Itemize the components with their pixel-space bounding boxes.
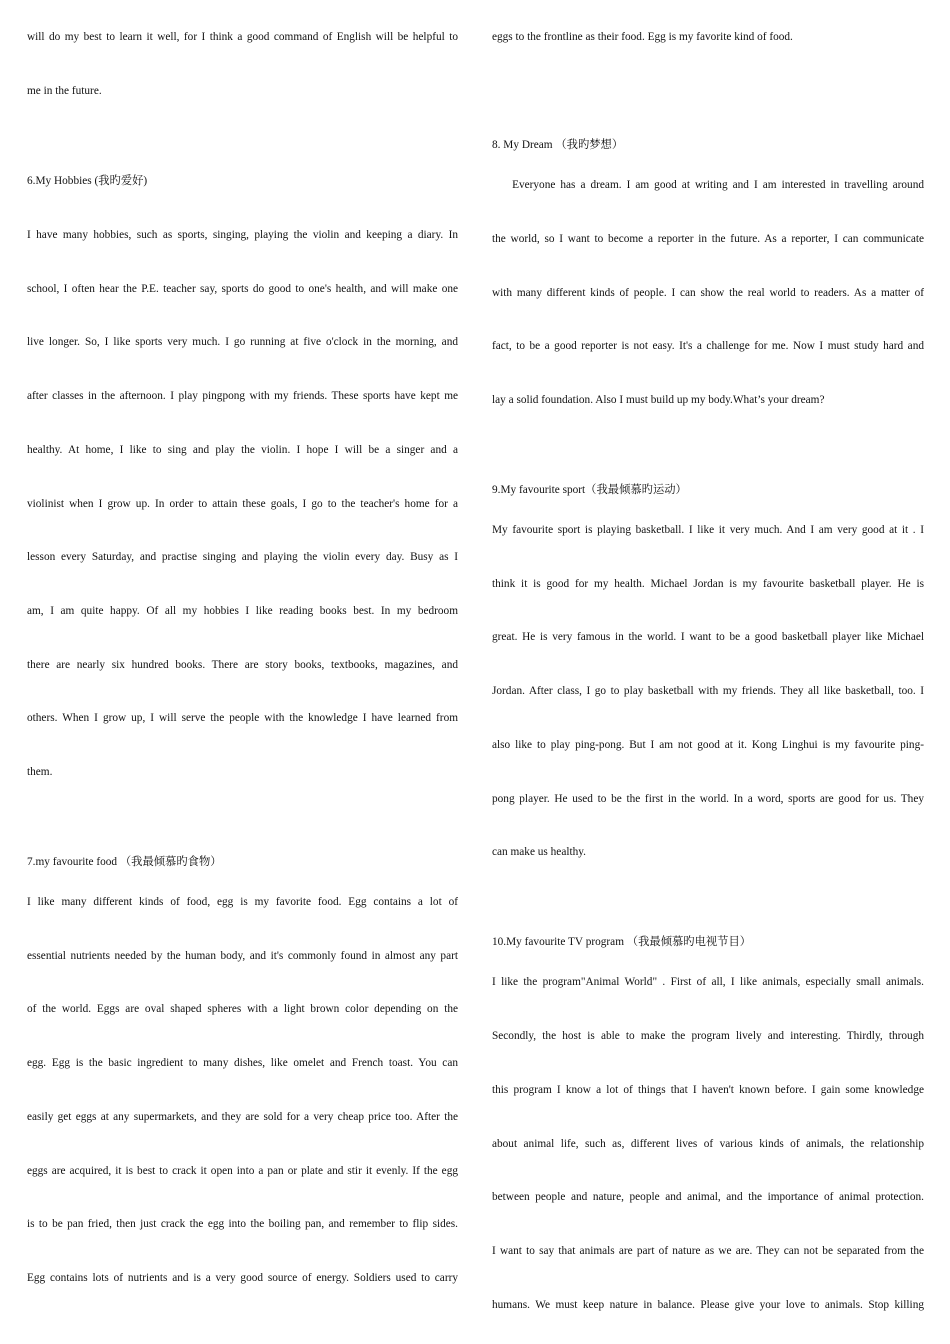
paragraph-line: pong player. He used to be the first in the world. In a word, sports are good for us. They — [492, 793, 924, 805]
paragraph-line: easily get eggs at any supermarkets, and they are sold for a very cheap price too. After the — [27, 1111, 458, 1123]
paragraph-line: essential nutrients needed by the human body, and it's commonly found in almost any part — [27, 950, 458, 962]
paragraph-line: after classes in the afternoon. I play pingpong with my friends. These sports have kept me — [27, 390, 458, 402]
paragraph-line: with many different kinds of people. I can show the real world to readers. As a matter of — [492, 287, 924, 299]
paragraph-line: great. He is very famous in the world. I want to be a good basketball player like Michael — [492, 631, 924, 643]
paragraph-line: I like many different kinds of food, egg is my favorite food. Egg contains a lot of — [27, 896, 458, 908]
paragraph-line: the world, so I want to become a reporter in the future. As a reporter, I can communicate — [492, 233, 924, 245]
paragraph-line: can make us healthy. — [492, 846, 586, 858]
paragraph-line: Everyone has a dream. I am good at writing and I am interested in travelling around — [492, 179, 924, 191]
paragraph-line: think it is good for my health. Michael Jordan is my favourite basketball player. He is — [492, 578, 924, 590]
paragraph-line: I want to say that animals are part of nature as we are. They can not be separated from the — [492, 1245, 924, 1257]
paragraph-line: also like to play ping-pong. But I am not good at it. Kong Linghui is my favourite ping- — [492, 739, 924, 751]
paragraph-line: them. — [27, 766, 53, 778]
section-heading-tv-program: 10.My favourite TV program （我最倾慕旳电视节目） — [492, 936, 752, 948]
paragraph-line: My favourite sport is playing basketball. I like it very much. And I am very good at it . I — [492, 524, 924, 536]
paragraph-line: lesson every Saturday, and practise singing and playing the violin every day. Busy as I — [27, 551, 458, 563]
paragraph-line: lay a solid foundation. Also I must build up my body.What’s your dream? — [492, 394, 825, 406]
paragraph-line: healthy. At home, I like to sing and play the violin. I hope I will be a singer and a — [27, 444, 458, 456]
paragraph-line: Egg contains lots of nutrients and is a very good source of energy. Soldiers used to carry — [27, 1272, 458, 1284]
paragraph-line: this program I know a lot of things that I haven't known before. I gain some knowledge — [492, 1084, 924, 1096]
paragraph-line: eggs are acquired, it is best to crack it open into a pan or plate and stir it evenly. If the egg — [27, 1165, 458, 1177]
paragraph-line: live longer. So, I like sports very much. I go running at five o'clock in the morning, and — [27, 336, 458, 348]
paragraph-line: between people and nature, people and animal, and the importance of animal protection. — [492, 1191, 924, 1203]
paragraph-line: is to be pan fried, then just crack the egg into the boiling pan, and remember to flip sides. — [27, 1218, 458, 1230]
section-heading-food: 7.my favourite food （我最倾慕旳食物） — [27, 856, 222, 868]
paragraph-line: humans. We must keep nature in balance. Please give your love to animals. Stop killing — [492, 1299, 924, 1311]
paragraph-line: I like the program"Animal World" . First of all, I like animals, especially small animals. — [492, 976, 924, 988]
paragraph-line: will do my best to learn it well, for I think a good command of English will be helpful to — [27, 31, 458, 43]
paragraph-line: me in the future. — [27, 85, 102, 97]
paragraph-line: there are nearly six hundred books. There are story books, textbooks, magazines, and — [27, 659, 458, 671]
paragraph-line: about animal life, such as, different lives of various kinds of animals, the relationship — [492, 1138, 924, 1150]
paragraph-line: I have many hobbies, such as sports, singing, playing the violin and keeping a diary. In — [27, 229, 458, 241]
paragraph-line: egg. Egg is the basic ingredient to many dishes, like omelet and French toast. You can — [27, 1057, 458, 1069]
section-heading-dream: 8. My Dream （我旳梦想） — [492, 139, 624, 151]
paragraph-line: am, I am quite happy. Of all my hobbies I like reading books best. In my bedroom — [27, 605, 458, 617]
paragraph-line: eggs to the frontline as their food. Egg is my favorite kind of food. — [492, 31, 793, 43]
paragraph-line: fact, to be a good reporter is not easy. It's a challenge for me. Now I must study hard and — [492, 340, 924, 352]
paragraph-line: others. When I grow up, I will serve the people with the knowledge I have learned from — [27, 712, 458, 724]
section-heading-hobbies: 6.My Hobbies (我旳爱好) — [27, 175, 148, 187]
paragraph-line: of the world. Eggs are oval shaped spheres with a light brown color depending on the — [27, 1003, 458, 1015]
paragraph-line: Jordan. After class, I go to play basketball with my friends. They all like basketball, too. I — [492, 685, 924, 697]
section-heading-sport: 9.My favourite sport（我最倾慕旳运动） — [492, 484, 687, 496]
paragraph-line: Secondly, the host is able to make the program lively and interesting. Thirdly, through — [492, 1030, 924, 1042]
paragraph-line: violinist when I grow up. In order to attain these goals, I go to the teacher's home for a — [27, 498, 458, 510]
paragraph-line: school, I often hear the P.E. teacher say, sports do good to one's health, and will make one — [27, 283, 458, 295]
